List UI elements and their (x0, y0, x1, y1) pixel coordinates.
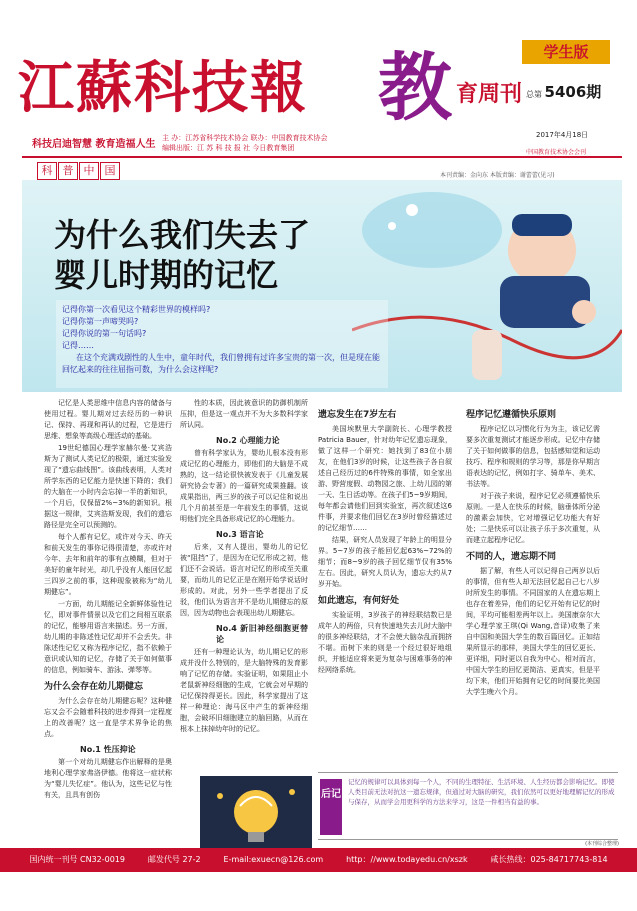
afterword-label: 后记 (320, 779, 342, 835)
slogan: 科技启迪智慧 教育造福人生 (32, 139, 156, 150)
baby-illustration (352, 180, 622, 392)
editor-credit: 本刊责编：金向东 本版责编：谢蕾蕾(见习) (440, 172, 555, 179)
header-rule (22, 156, 622, 158)
sponsor-line: 中国教育技术协会会刊 (526, 149, 587, 156)
education-logo: 教 (378, 45, 452, 131)
brain-bulb-illustration (200, 776, 312, 850)
organizer-info: 主 办：江苏省科学技术协会 联办：中国教育技术协会 编辑出版：江 苏 科 技 报 社 今日教育集团 (162, 134, 328, 152)
issue-date: 2017年4月18日 (536, 131, 589, 139)
article-column-2: 性的本质，因此被意识的防御机制所压抑，但是这一观点并不为大多数科学家所认同。 No.2 心理能力论 曾有科学家认为，婴幼儿根本没有形成记忆的心理能力，即他们的大脑是不成熟的，这一结论很快被发表于《儿童发展研究协会专著》的一篇研究成果推翻。该成果指出，两三岁的孩子可以记住和说出几个月前甚至是一年前发生的事情，这说明他们完全具备形成记忆的心理能力。 No.3 语言论 后来，又有人提出，婴幼儿的记忆被“阻挡”了，是因为在记忆形成之初，他们还不会说话。语言对记忆的形成至关重要，而幼儿的记忆正是在刚开始学说话时形成的。对此，另外一些学者提出了反驳，他们认为语言并不是幼儿期健忘的原因，因为动物也会表现出幼儿期健忘。 No.4 新旧神经细胞更替论 还有一种理论认为，幼儿期记忆的形成并没什么特别的，是大脑特殊的发育影响了记忆的存储。实验证明，如果阻止小老鼠新神经细胞的生成，它就会对早期的记忆保持得更长。因此，科学家提出了这样一种理论：海马区中产生的新神经细胞，会破坏旧细胞建立的脑回路，从而在根本上抹掉幼年时的记忆。 (180, 399, 308, 733)
edition-badge: 学生版 (522, 40, 610, 64)
source-note: (本刊综合整理) (585, 841, 619, 847)
newspaper-name: 江蘇科技報 (18, 55, 308, 121)
issue-number: 总第 5406期 (526, 83, 602, 101)
article-column-3: 遗忘发生在7岁左右 美国埃默里大学副院长、心理学教授Patricia Bauer，针对幼年记忆遗忘现象，做了这样一个研究：她找到了83位小朋友，在他们3岁的时候，让这些孩子各自叙述自己经历过的6件特殊的事情，如全家出游、野营度假、动物园之旅、上幼儿园的第一天、生日活动等。在孩子们5~9岁期间，每年都会请他们回到实验室，再次叙述这6件事，并要求他们回忆在3岁时曾经描述过的记忆细节…… 结果，研究人员发现了年龄上的明显分界。5~7岁的孩子能回忆起63%~72%的细节；而8~9岁的孩子回忆细节仅有35%左右。因此，研究人员认为，遗忘大约从7岁开始。 如此遗忘，有何好处 实验证明，3岁孩子的神经联结数已是成年人的两倍，只有快速地失去儿时大脑中的很多神经联结，才不会使大脑杂乱而拥挤不堪。而树下来的则是一个经过很好地组织，并能适应将来更为复杂与困难事务的神经网络系统。 (318, 410, 452, 674)
intro-box: 记得你第一次看见这个精彩世界的模样吗? 记得你第一声啼哭吗? 记得你说的第一句话吗? 记得…… 在这个充满戏剧性的人生中，童年时代，我们曾拥有过许多宝贵的第一次，但是现在能回忆起来的往往屈指可数，为什么会这样呢? (56, 300, 388, 388)
headline-line1: 为什么我们失去了 (54, 216, 311, 254)
footer-bar: 国内统一刊号 CN32-0019 邮发代号 27-2 E-mail:exuecn@126.com http：//www.todayedu.cn/xszk 咸长热线：025-84717743-814 (0, 848, 637, 872)
afterword-box (318, 772, 618, 840)
article-column-1: 记忆是人类思维中信息内容的储备与使用过程。婴儿期对过去经历的一种识记、保持、再现和再认的过程，它是进行思维、想象等高级心理活动的基础。 19世纪德国心理学家赫尔曼·艾宾浩斯为了测试人类记忆的极限，通过实验发现了“遗忘曲线图”。该曲线表明，人类对所学东西的记忆能力是快速下降的；我们的大脑在一小时内会忘掉一半的新知识，一个月后，仅保留2%~3%的新知识。根据这一规律，艾宾浩斯发现，我们的遗忘路径是完全可以预测的。 每个人都有记忆，或许对今天、昨天和前天发生的事你记得很清楚，亦或许对今年、去年和前年的事有点模糊，但对于美好的童年时光，却几乎没有人能回忆起三四岁之前的事，这种现象被称为“幼儿期健忘”。 一方面，幼儿期能记全新鲜体验性记忆，即对事件情景以及它们之间相互联系的记忆，能够用语言来描述。另一方面，幼儿期的非陈述性记忆却并不会丢失。非陈述性记忆又称为程序记忆，指不依赖于意识或认知的记忆，存储了关于如何做事的信息，例如骑车、游泳、弹琴等。 为什么会存在幼儿期健忘 为什么会存在幼儿期健忘呢？这种健忘又会不会随着科技的进步得到一定程度上的改善呢？这一直是学术界争论的焦点。 No.1 性压抑论 第一个对幼儿期健忘作出解释的是奥地利心理学家弗洛伊德。他将这一症状称为“婴儿失忆症”。他认为，这些记忆与性有关，且具有创伤 (44, 399, 172, 799)
afterword-text: 记忆的规律可以具体到每一个人，不同的生理特征、生活环境、人生经历都会影响记忆。即使人类目前无法对抗这一遗忘规律，但通过对大脑的研究，我们依然可以更好地理解记忆的形成与保存，从而学会用更科学的方法来学习，这是一件相当有益的事。 (348, 778, 615, 806)
article-column-4: 程序记忆遵循快乐原则 程序记忆以习惯化行为为主，该记忆需要多次重复测试才能逐步形成。记忆中存储了关于如何做事的信息，包括感知觉和运动技巧、程序和规则的学习等，那是你早期言语表达的记忆，例如打字、骑单车、美术、书法等。 对于孩子来说，程序记忆必须遵循快乐原则。一是人在快乐的时候，脑垂体所分泌的激素会加快，它对增强记忆功能大有好处；二是快乐可以让孩子乐于多次重复，从而建立起程序记忆。 不同的人，遗忘期不同 据了解，有些人可以记得自己两岁以后的事情，但有些人却无法回忆起自己七八岁时所发生的事情。不同国家的人在遗忘期上也存在着差异，他们的记忆开始有记忆的时间，平均可能相差两年以上。美国康奈尔大学心理学家王琪(Qi Wang,音译)收集了来自中国和美国大学生的数百篇回忆。正如结果所显示的那样，美国大学生的回忆更长、更详细，同时更以自我为中心。相对而言，中国大学生的回忆更简洁、更真实，但是平均下来，他们开始拥有记忆的时间要比美国大学生晚六个月。 (466, 410, 600, 696)
weekly-label: 育周刊 (456, 82, 523, 107)
section-tag: 科 普 中 国 (37, 162, 121, 180)
headline-line2: 婴儿时期的记忆 (54, 256, 279, 294)
